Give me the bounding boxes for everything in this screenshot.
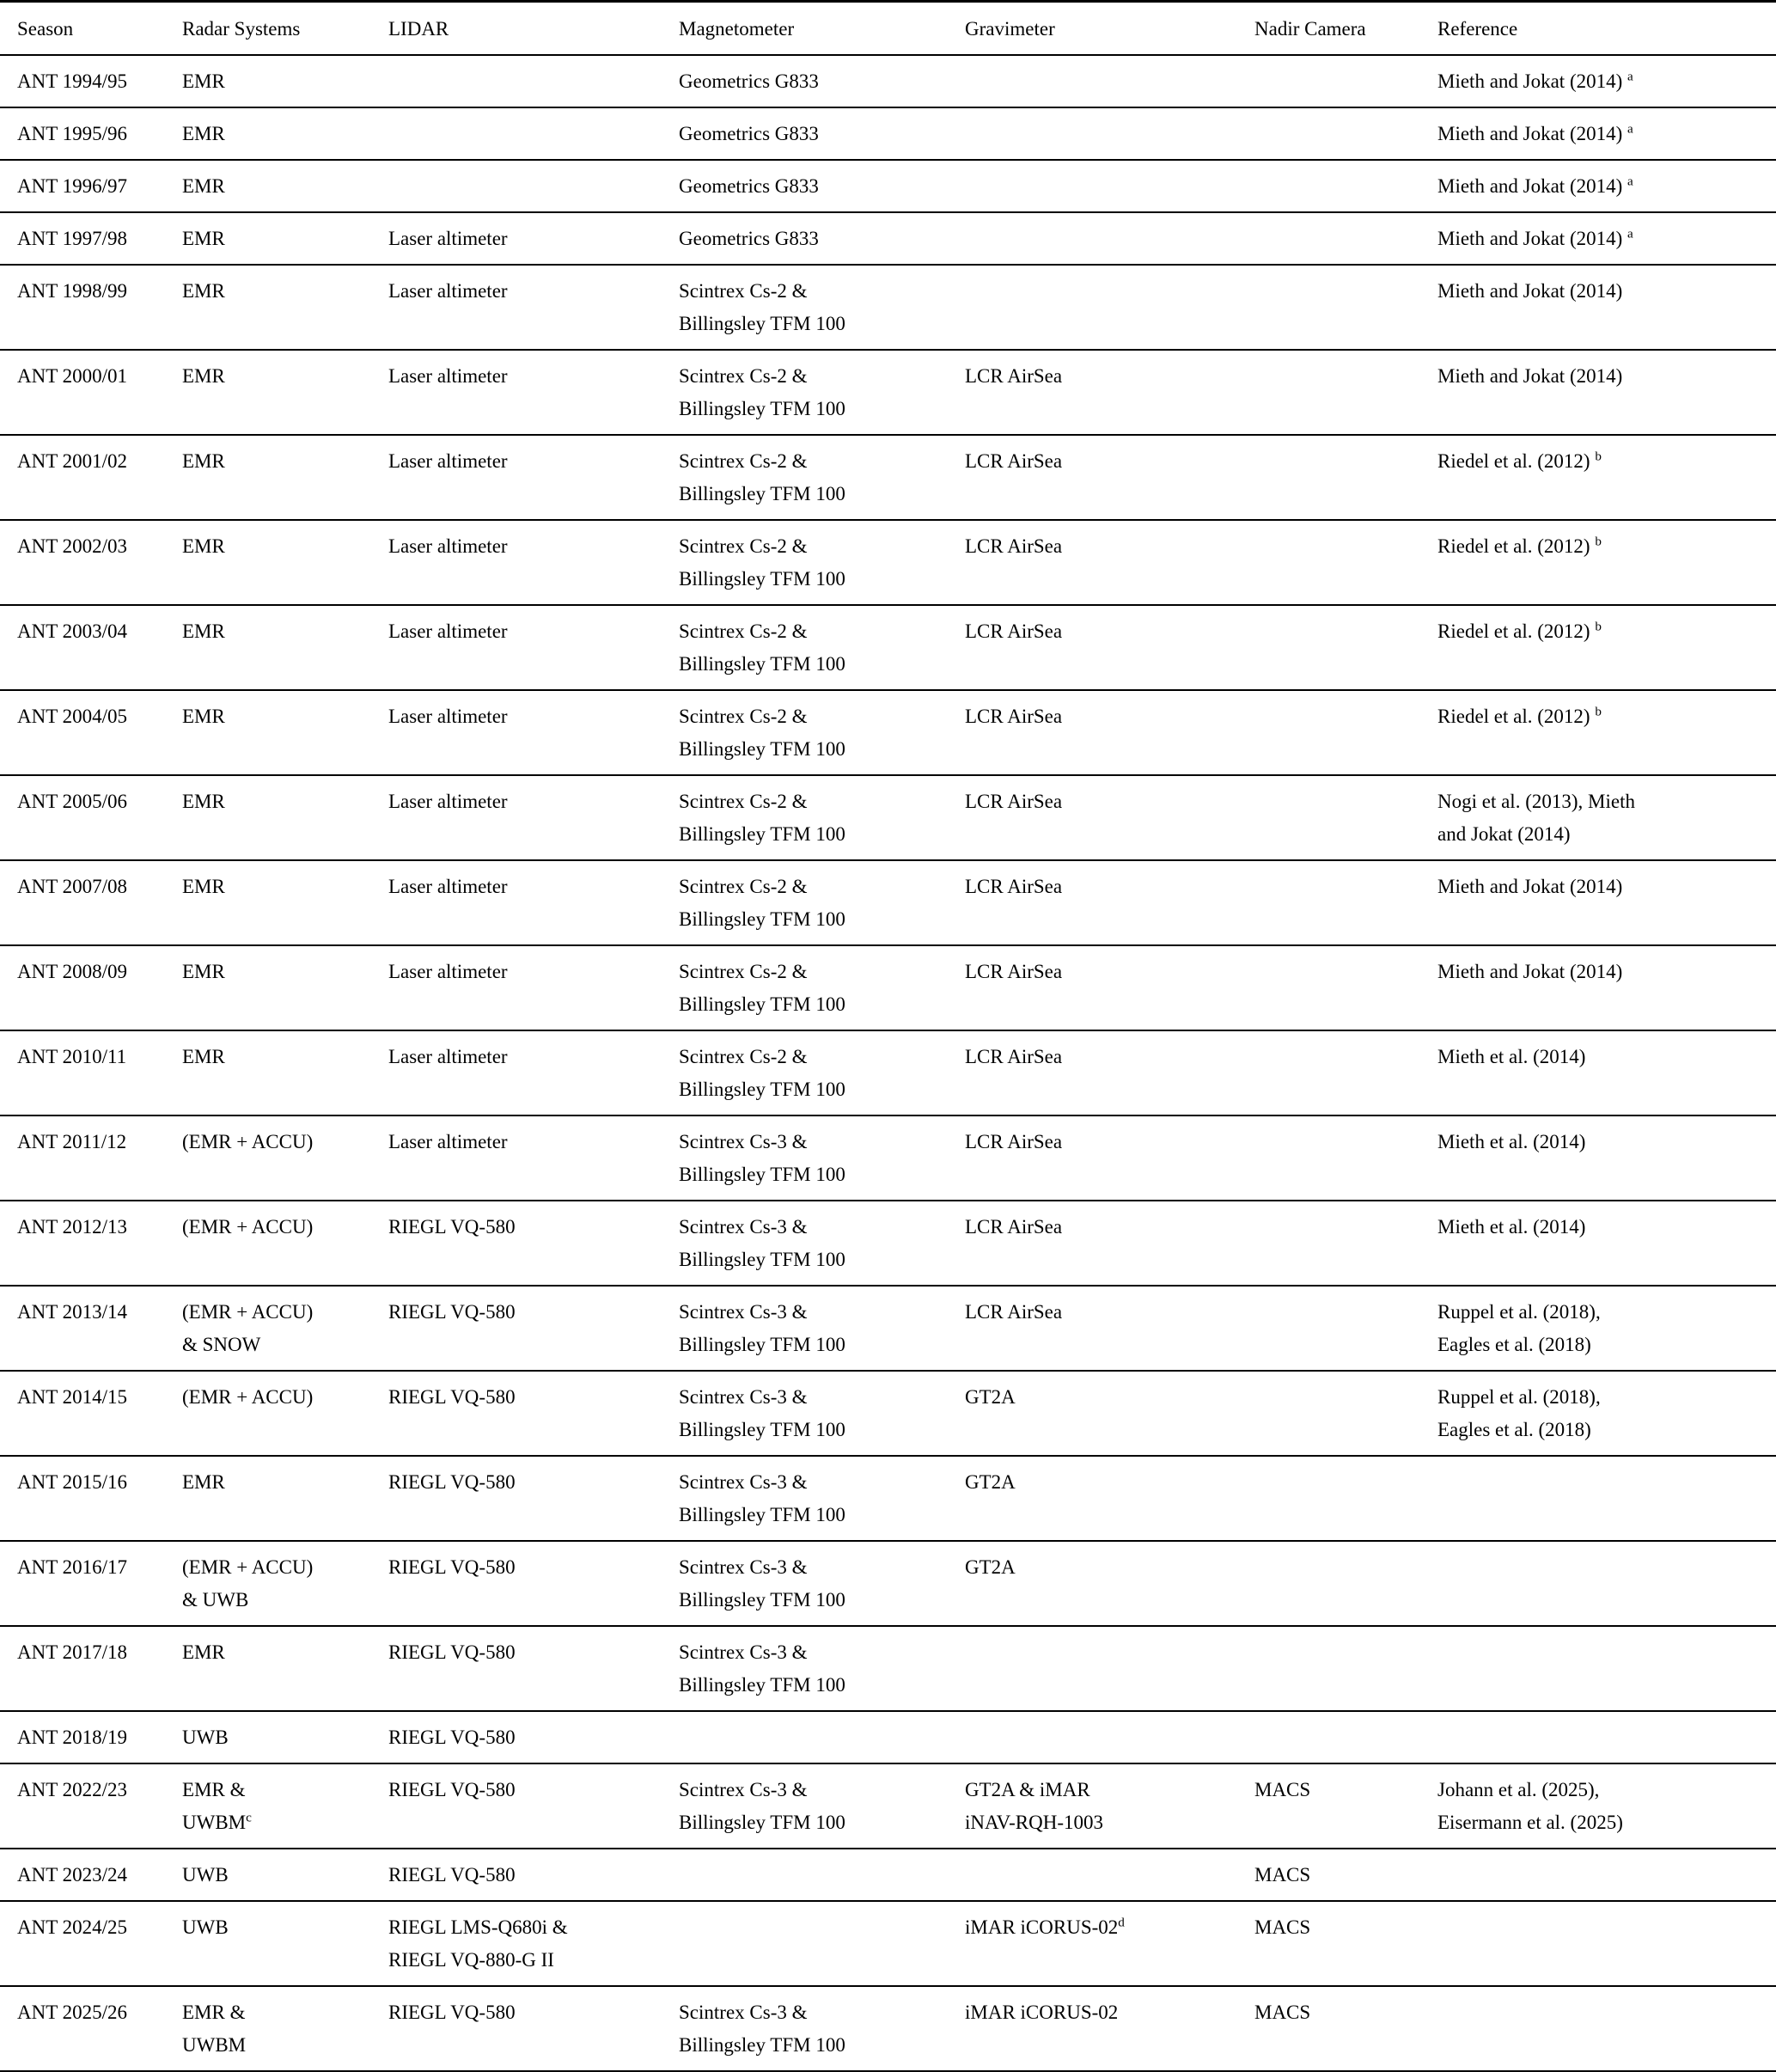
cell-radar: EMR & UWBM	[182, 2002, 247, 2056]
cell-season: ANT 2002/03	[17, 535, 127, 557]
table-row	[0, 1286, 1776, 1371]
cell-nadir_camera	[1254, 107, 1437, 160]
cell-nadir_camera	[1254, 160, 1437, 212]
table-row	[0, 605, 1776, 690]
cell-gravimeter: GT2A	[965, 1556, 1016, 1578]
cell-reference	[1437, 1901, 1776, 1986]
cell-reference: Ruppel et al. (2018), Eagles et al. (2018)	[1437, 1301, 1601, 1355]
cell-gravimeter: LCR AirSea	[965, 876, 1063, 897]
column-header-nadir-camera: Nadir Camera	[1254, 18, 1366, 40]
cell-magnetometer: Scintrex Cs-3 & Billingsley TFM 100	[679, 1301, 845, 1355]
column-header-magnetometer: Magnetometer	[679, 18, 795, 40]
cell-gravimeter: LCR AirSea	[965, 961, 1063, 982]
cell-lidar: Laser altimeter	[388, 620, 508, 642]
cell-gravimeter	[965, 1711, 1254, 1763]
cell-reference	[1437, 1711, 1776, 1763]
cell-gravimeter	[965, 107, 1254, 160]
cell-season: ANT 1994/95	[17, 70, 127, 92]
cell-gravimeter: LCR AirSea	[965, 1301, 1063, 1323]
cell-season: ANT 1998/99	[17, 280, 127, 302]
cell-gravimeter	[965, 160, 1254, 212]
table-row	[0, 1849, 1776, 1901]
cell-reference: Nogi et al. (2013), Mieth and Jokat (2014)	[1437, 791, 1635, 845]
cell-lidar: Laser altimeter	[388, 876, 508, 897]
cell-season: ANT 2004/05	[17, 706, 127, 727]
cell-gravimeter: iMAR iCORUS-02$^d$	[965, 1915, 1125, 1938]
cell-lidar: RIEGL VQ-580	[388, 1556, 516, 1578]
cell-season: ANT 1995/96	[17, 123, 127, 144]
table-row	[0, 1986, 1776, 2071]
cell-lidar: Laser altimeter	[388, 1131, 508, 1152]
table-row	[0, 160, 1776, 212]
cell-nadir_camera	[1254, 1030, 1437, 1115]
cell-gravimeter	[965, 265, 1254, 350]
cell-lidar: Laser altimeter	[388, 1046, 508, 1067]
cell-radar: EMR	[182, 961, 225, 982]
cell-season: ANT 2025/26	[17, 2002, 127, 2023]
cell-nadir_camera	[1254, 1711, 1437, 1763]
cell-nadir_camera	[1254, 350, 1437, 435]
cell-season: ANT 2023/24	[17, 1864, 127, 1886]
cell-radar: UWB	[182, 1864, 229, 1886]
cell-season: ANT 2016/17	[17, 1556, 127, 1578]
cell-magnetometer: Scintrex Cs-3 & Billingsley TFM 100	[679, 1131, 845, 1185]
table-row	[0, 1901, 1776, 1986]
cell-season: ANT 2011/12	[17, 1131, 127, 1152]
cell-nadir_camera	[1254, 1456, 1437, 1541]
cell-nadir_camera	[1254, 212, 1437, 265]
header-row	[0, 2, 1776, 56]
cell-nadir_camera	[1254, 1286, 1437, 1371]
cell-reference: Mieth et al. (2014)	[1437, 1046, 1586, 1067]
table-row	[0, 1763, 1776, 1849]
cell-gravimeter	[965, 1626, 1254, 1711]
cell-radar: EMR	[182, 706, 225, 727]
cell-magnetometer: Scintrex Cs-2 & Billingsley TFM 100	[679, 791, 845, 845]
cell-season: ANT 2013/14	[17, 1301, 127, 1323]
cell-gravimeter: LCR AirSea	[965, 365, 1063, 387]
cell-radar: EMR	[182, 1471, 225, 1493]
cell-nadir_camera: MACS	[1254, 1779, 1311, 1800]
cell-gravimeter: LCR AirSea	[965, 791, 1063, 812]
cell-lidar: RIEGL VQ-580	[388, 1727, 516, 1748]
cell-nadir_camera	[1254, 605, 1437, 690]
table-row	[0, 1626, 1776, 1711]
table-row	[0, 212, 1776, 265]
cell-reference	[1437, 1986, 1776, 2071]
cell-magnetometer: Scintrex Cs-2 & Billingsley TFM 100	[679, 280, 845, 334]
column-header-gravimeter: Gravimeter	[965, 18, 1055, 40]
cell-season: ANT 2007/08	[17, 876, 127, 897]
cell-gravimeter: LCR AirSea	[965, 620, 1063, 642]
cell-lidar: Laser altimeter	[388, 791, 508, 812]
column-header-radar: Radar Systems	[182, 18, 301, 40]
cell-reference	[1437, 1541, 1776, 1626]
cell-reference: Johann et al. (2025), Eisermann et al. (2025)	[1437, 1779, 1623, 1833]
cell-magnetometer: Scintrex Cs-2 & Billingsley TFM 100	[679, 876, 845, 930]
cell-lidar: Laser altimeter	[388, 961, 508, 982]
cell-reference: Riedel et al. (2012) $^b$	[1437, 534, 1602, 557]
footnote-marker: d	[1118, 1915, 1125, 1930]
cell-lidar: RIEGL VQ-580	[388, 2002, 516, 2023]
cell-radar: EMR	[182, 175, 225, 197]
cell-lidar: Laser altimeter	[388, 228, 508, 249]
cell-season: ANT 2012/13	[17, 1216, 127, 1238]
cell-lidar: RIEGL LMS-Q680i & RIEGL VQ-880-G II	[388, 1916, 568, 1971]
cell-radar: EMR	[182, 450, 225, 472]
cell-magnetometer	[679, 1849, 965, 1901]
cell-radar: UWB	[182, 1727, 229, 1748]
cell-reference: Riedel et al. (2012) $^b$	[1437, 619, 1602, 642]
cell-reference: Mieth and Jokat (2014) $^a$	[1437, 226, 1633, 249]
cell-magnetometer: Scintrex Cs-2 & Billingsley TFM 100	[679, 1046, 845, 1100]
cell-magnetometer	[679, 1901, 965, 1986]
cell-radar: UWB	[182, 1916, 229, 1938]
cell-gravimeter: LCR AirSea	[965, 1046, 1063, 1067]
footnote-marker: a	[1627, 121, 1633, 137]
cell-lidar	[388, 107, 679, 160]
column-header-reference: Reference	[1437, 18, 1518, 40]
cell-magnetometer: Scintrex Cs-2 & Billingsley TFM 100	[679, 535, 845, 590]
cell-season: ANT 2003/04	[17, 620, 127, 642]
cell-nadir_camera	[1254, 1541, 1437, 1626]
cell-season: ANT 1997/98	[17, 228, 127, 249]
cell-lidar: RIEGL VQ-580	[388, 1779, 516, 1800]
cell-nadir_camera	[1254, 1201, 1437, 1286]
cell-season: ANT 2024/25	[17, 1916, 127, 1938]
cell-gravimeter: LCR AirSea	[965, 1131, 1063, 1152]
table-row	[0, 1115, 1776, 1201]
cell-magnetometer: Scintrex Cs-2 & Billingsley TFM 100	[679, 706, 845, 760]
cell-radar: EMR	[182, 70, 225, 92]
cell-magnetometer: Geometrics G833	[679, 175, 819, 197]
table-row	[0, 945, 1776, 1030]
cell-lidar: RIEGL VQ-580	[388, 1301, 516, 1323]
cell-magnetometer: Scintrex Cs-3 & Billingsley TFM 100	[679, 1471, 845, 1525]
cell-reference: Mieth et al. (2014)	[1437, 1131, 1586, 1152]
cell-reference	[1437, 1849, 1776, 1901]
cell-nadir_camera	[1254, 775, 1437, 860]
cell-season: ANT 2008/09	[17, 961, 127, 982]
table-row	[0, 775, 1776, 860]
cell-magnetometer: Scintrex Cs-3 & Billingsley TFM 100	[679, 1779, 845, 1833]
footnote-marker: b	[1595, 449, 1602, 464]
cell-gravimeter	[965, 1849, 1254, 1901]
table-row	[0, 860, 1776, 945]
cell-nadir_camera: MACS	[1254, 2002, 1311, 2023]
footnote-marker: a	[1627, 69, 1633, 84]
table-row	[0, 1541, 1776, 1626]
footnote-marker: b	[1595, 534, 1602, 549]
column-header-season: Season	[17, 18, 74, 40]
cell-gravimeter	[965, 55, 1254, 107]
cell-season: ANT 2018/19	[17, 1727, 127, 1748]
cell-radar: EMR	[182, 791, 225, 812]
cell-gravimeter: GT2A	[965, 1471, 1016, 1493]
table-row	[0, 1030, 1776, 1115]
cell-magnetometer: Scintrex Cs-3 & Billingsley TFM 100	[679, 1556, 845, 1611]
cell-reference: Mieth and Jokat (2014) $^a$	[1437, 69, 1633, 92]
cell-reference: Mieth and Jokat (2014)	[1437, 365, 1623, 387]
cell-reference: Mieth and Jokat (2014)	[1437, 961, 1623, 982]
cell-magnetometer: Scintrex Cs-2 & Billingsley TFM 100	[679, 620, 845, 675]
cell-gravimeter: LCR AirSea	[965, 535, 1063, 557]
table-row	[0, 1371, 1776, 1456]
cell-lidar: RIEGL VQ-580	[388, 1471, 516, 1493]
table-row	[0, 350, 1776, 435]
cell-radar: EMR	[182, 1046, 225, 1067]
cell-gravimeter	[965, 212, 1254, 265]
cell-radar: EMR	[182, 620, 225, 642]
table-row	[0, 1201, 1776, 1286]
cell-season: ANT 2017/18	[17, 1641, 127, 1663]
cell-season: ANT 2022/23	[17, 1779, 127, 1800]
cell-radar: EMR & UWBM$^c$	[182, 1779, 252, 1833]
cell-reference: Mieth and Jokat (2014)	[1437, 876, 1623, 897]
cell-gravimeter: LCR AirSea	[965, 706, 1063, 727]
cell-gravimeter: LCR AirSea	[965, 1216, 1063, 1238]
cell-nadir_camera	[1254, 860, 1437, 945]
cell-gravimeter: LCR AirSea	[965, 450, 1063, 472]
cell-reference: Mieth and Jokat (2014)	[1437, 280, 1623, 302]
cell-lidar: RIEGL VQ-580	[388, 1641, 516, 1663]
cell-season: ANT 2014/15	[17, 1386, 127, 1408]
cell-radar: (EMR + ACCU) & UWB	[182, 1556, 314, 1611]
cell-lidar: RIEGL VQ-580	[388, 1216, 516, 1238]
cell-radar: EMR	[182, 535, 225, 557]
cell-radar: EMR	[182, 123, 225, 144]
cell-gravimeter: GT2A	[965, 1386, 1016, 1408]
cell-nadir_camera: MACS	[1254, 1864, 1311, 1886]
cell-reference	[1437, 1626, 1776, 1711]
table-row	[0, 265, 1776, 350]
cell-radar: (EMR + ACCU)	[182, 1386, 314, 1408]
cell-magnetometer: Scintrex Cs-3 & Billingsley TFM 100	[679, 1216, 845, 1270]
footnote-marker: a	[1627, 174, 1633, 189]
cell-magnetometer: Scintrex Cs-3 & Billingsley TFM 100	[679, 1386, 845, 1440]
cell-radar: (EMR + ACCU)	[182, 1131, 314, 1152]
cell-reference: Mieth and Jokat (2014) $^a$	[1437, 121, 1633, 144]
cell-lidar	[388, 160, 679, 212]
cell-radar: EMR	[182, 280, 225, 302]
cell-radar: EMR	[182, 365, 225, 387]
cell-magnetometer: Geometrics G833	[679, 70, 819, 92]
footnote-marker: b	[1595, 704, 1602, 719]
cell-lidar: Laser altimeter	[388, 706, 508, 727]
cell-reference: Ruppel et al. (2018), Eagles et al. (2018)	[1437, 1386, 1601, 1440]
cell-gravimeter: iMAR iCORUS-02	[965, 2002, 1119, 2023]
cell-nadir_camera	[1254, 1626, 1437, 1711]
cell-radar: EMR	[182, 876, 225, 897]
cell-season: ANT 2005/06	[17, 791, 127, 812]
cell-reference: Riedel et al. (2012) $^b$	[1437, 449, 1602, 472]
cell-magnetometer: Scintrex Cs-2 & Billingsley TFM 100	[679, 961, 845, 1015]
table-row	[0, 435, 1776, 520]
table-row	[0, 1456, 1776, 1541]
footnote-marker: b	[1595, 619, 1602, 634]
cell-reference	[1437, 1456, 1776, 1541]
cell-radar: (EMR + ACCU)	[182, 1216, 314, 1238]
cell-lidar	[388, 55, 679, 107]
footnote-marker: c	[246, 1810, 252, 1825]
footnote-marker: a	[1627, 226, 1633, 241]
cell-lidar: RIEGL VQ-580	[388, 1386, 516, 1408]
cell-magnetometer: Geometrics G833	[679, 228, 819, 249]
cell-radar: (EMR + ACCU) & SNOW	[182, 1301, 314, 1355]
cell-reference: Mieth and Jokat (2014) $^a$	[1437, 174, 1633, 197]
cell-nadir_camera	[1254, 435, 1437, 520]
table-row	[0, 107, 1776, 160]
cell-nadir_camera	[1254, 1115, 1437, 1201]
cell-nadir_camera	[1254, 265, 1437, 350]
cell-nadir_camera: MACS	[1254, 1916, 1311, 1938]
cell-magnetometer: Scintrex Cs-3 & Billingsley TFM 100	[679, 1641, 845, 1696]
cell-season: ANT 2010/11	[17, 1046, 127, 1067]
table-body	[0, 55, 1776, 2071]
cell-magnetometer: Geometrics G833	[679, 123, 819, 144]
cell-radar: EMR	[182, 1641, 225, 1663]
column-header-lidar: LIDAR	[388, 18, 449, 40]
cell-nadir_camera	[1254, 945, 1437, 1030]
cell-radar: EMR	[182, 228, 225, 249]
cell-lidar: Laser altimeter	[388, 280, 508, 302]
cell-reference: Riedel et al. (2012) $^b$	[1437, 704, 1602, 727]
table-row	[0, 1711, 1776, 1763]
cell-lidar: RIEGL VQ-580	[388, 1864, 516, 1886]
cell-lidar: Laser altimeter	[388, 365, 508, 387]
cell-magnetometer: Scintrex Cs-3 & Billingsley TFM 100	[679, 2002, 845, 2056]
cell-nadir_camera	[1254, 520, 1437, 605]
cell-season: ANT 2001/02	[17, 450, 127, 472]
cell-magnetometer: Scintrex Cs-2 & Billingsley TFM 100	[679, 450, 845, 504]
cell-gravimeter: GT2A & iMAR iNAV-RQH-1003	[965, 1779, 1104, 1833]
table-row	[0, 55, 1776, 107]
table-row	[0, 690, 1776, 775]
cell-lidar: Laser altimeter	[388, 450, 508, 472]
table-row	[0, 520, 1776, 605]
cell-season: ANT 2015/16	[17, 1471, 127, 1493]
cell-nadir_camera	[1254, 1371, 1437, 1456]
cell-lidar: Laser altimeter	[388, 535, 508, 557]
cell-nadir_camera	[1254, 690, 1437, 775]
cell-magnetometer: Scintrex Cs-2 & Billingsley TFM 100	[679, 365, 845, 419]
cell-season: ANT 1996/97	[17, 175, 127, 197]
cell-season: ANT 2000/01	[17, 365, 127, 387]
cell-reference: Mieth et al. (2014)	[1437, 1216, 1586, 1238]
cell-magnetometer	[679, 1711, 965, 1763]
cell-nadir_camera	[1254, 55, 1437, 107]
